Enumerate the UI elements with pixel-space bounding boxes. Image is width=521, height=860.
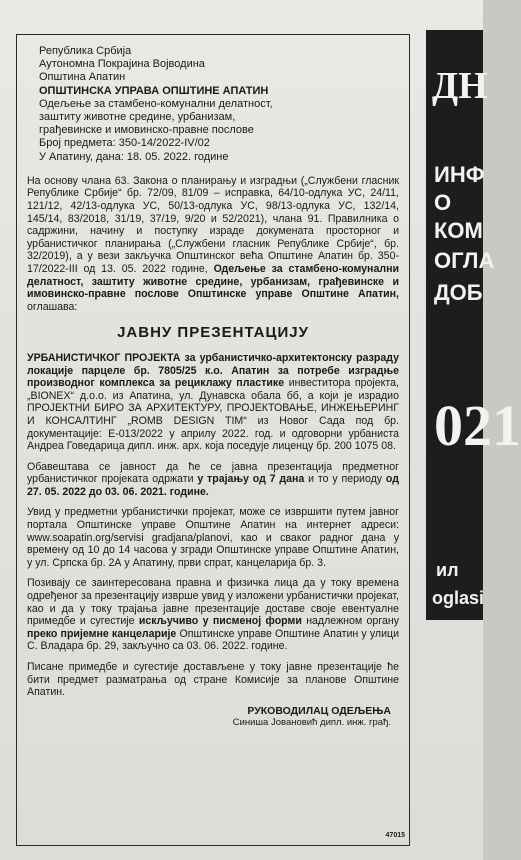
ad-word-8: ил: [436, 560, 459, 580]
project-text: инвеститора пројекта, „BIONEX“ д.о.о. из Апатина, ул. Дунавска обала бб, а који је израдио ПРОЈЕКТНИ БИРО ЗА АРХИТЕКТУРУ, ПРОЈЕКТОВАЊЕ, ИНЖЕЊЕРИНГ И КОНСАЛТИНГ „ROMB DESIGN TIM“ из Новог Сада под бр. документације: Е-013/2022 у априлу 2022. год. и одговорни урбаниста Андреа Говедарица дипл. инж. арх. која поседује лиценцу бр. 200 1075 08.: [27, 377, 399, 453]
header-line-8: Број предмета: 350-14/2022-IV/02: [39, 137, 210, 150]
announce-text: Обавештава се јавност да ће се јавна презентација предметног урбанистичког пројеката одржати: [27, 460, 399, 486]
signature-name: Синиша Јовановић дипл. инж. грађ.: [232, 717, 391, 729]
ad-word-5: ОГЛА: [434, 248, 495, 273]
ad-word-2: ИНФ: [434, 162, 485, 187]
inspect-paragraph: Увид у предметни урбанистички пројекат, може се извршити путем јавног портала Општинске управе Општине Апатин на интернет адреси: www.soapatin.org/servisi gradjana/planovi, као и сваког радног дана у времену од 10 до 14 часова у згради Општинске управе Општине Апатин, у ул. Српска бр. 2А у Апатину, први спрат, канцеларија бр. 3.: [27, 506, 399, 569]
project-paragraph: [27, 352, 399, 453]
ad-word-6: ДОБ: [434, 280, 483, 305]
ad-phone-prefix: 021: [434, 393, 521, 458]
intro-text: На основу члана 63. Закона о планирању и изградњи („Службени гласник Републике Србије“ бр. 72/09, 81/09 – исправка, 64/10-одлука УС, 24/11, 121/12, 42/13-одлука УС, 50/13-одлука УС, 98/13-одлука УС, 132/14, 145/14, 83/2018, 31/19, 37/19, 9/20 и 52/2021), члана 91. Правилника о садржини, начину и поступку израде докумената просторног и урбанистичког планирања („Службени гласник Републике Србије“, бр. 32/2019), а у вези закључка Општинског већа Општине Апатин бр. 350-17/2022-III од 13. 05. 2022 године,: [27, 174, 399, 275]
header-line-1: Република Србија: [39, 45, 132, 57]
intro-bold: Одељење за стамбено-комунални делатност, заштиту животне средине, урбанизам, грађевинске и имовинско-правне послове Општинске управе Општине Апатин,: [27, 262, 399, 301]
ad-word-4: КОМ: [434, 218, 483, 243]
adjacent-advertisement: [426, 30, 521, 620]
header-line-6: заштиту животне средине, урбанизам,: [39, 111, 236, 124]
signature-block: [27, 705, 399, 730]
intro-tail: оглашава:: [27, 300, 78, 313]
notice-header: [39, 45, 399, 164]
project-bold: УРБАНИСТИЧКОГ ПРОЈЕКТА за урбанистичко-архитектонску разраду локације парцеле бр. 7805/25 к.о. Апатин за потребе изградње производног комплекса за рециклажу пластике: [27, 351, 399, 390]
header-line-4: ОПШТИНСКА УПРАВА ОПШТИНЕ АПАТИН: [39, 84, 269, 97]
header-line-7: грађевинске и имовинско-правне послове: [39, 124, 254, 137]
header-line-5: Одељење за стамбено-комунални делатност,: [39, 97, 273, 110]
ad-word-9: oglasi: [432, 588, 485, 608]
ad-word-3: О: [434, 190, 452, 215]
invite-paragraph: [27, 577, 399, 653]
intro-paragraph: [27, 175, 399, 314]
invite-tail: Општинске управе Општине Апатин у улици С. Владара бр. 29, закључно са 03. 06. 2022. године.: [27, 627, 399, 653]
closing-paragraph: Писане примедбе и сугестије достављене у току јавне презентације ће бити предмет разматрања од стране Комисије за планове Општине Апатин.: [27, 661, 399, 699]
public-notice: [16, 34, 410, 846]
ad-code: 47015: [385, 832, 405, 840]
signature-role: РУКОВОДИЛАЦ ОДЕЉЕЊА: [247, 704, 391, 717]
header-line-2: Аутономна Покрајина Војводина: [39, 58, 205, 71]
header-line-3: Општина Апатин: [39, 71, 126, 84]
invite-mid: надлежном органу: [301, 615, 399, 628]
announce-paragraph: [27, 461, 399, 499]
announce-mid: и то у периоду: [304, 473, 386, 486]
ad-word-1: ДН: [432, 65, 488, 107]
header-line-9: У Апатину, дана: 18. 05. 2022. године: [39, 150, 229, 163]
notice-title: ЈАВНУ ПРЕЗЕНТАЦИЈУ: [117, 324, 309, 342]
announce-bold-2: од 27. 05. 2022 до 03. 06. 2021. године.: [27, 473, 399, 498]
announce-bold-1: у трајању од 7 дана: [197, 473, 305, 486]
invite-bold-2: преко пријемне канцеларије: [27, 627, 177, 640]
invite-text: Позивају се заинтересована правна и физичка лица да у току времена одређеног за презентацију изврше увид у изложени урбанистички пројекат, као и да у току трајања јавне презентације доставе своје евентуалне примедбе и сугестије: [27, 577, 399, 628]
invite-bold-1: искључиво у писменој форми: [138, 615, 302, 628]
